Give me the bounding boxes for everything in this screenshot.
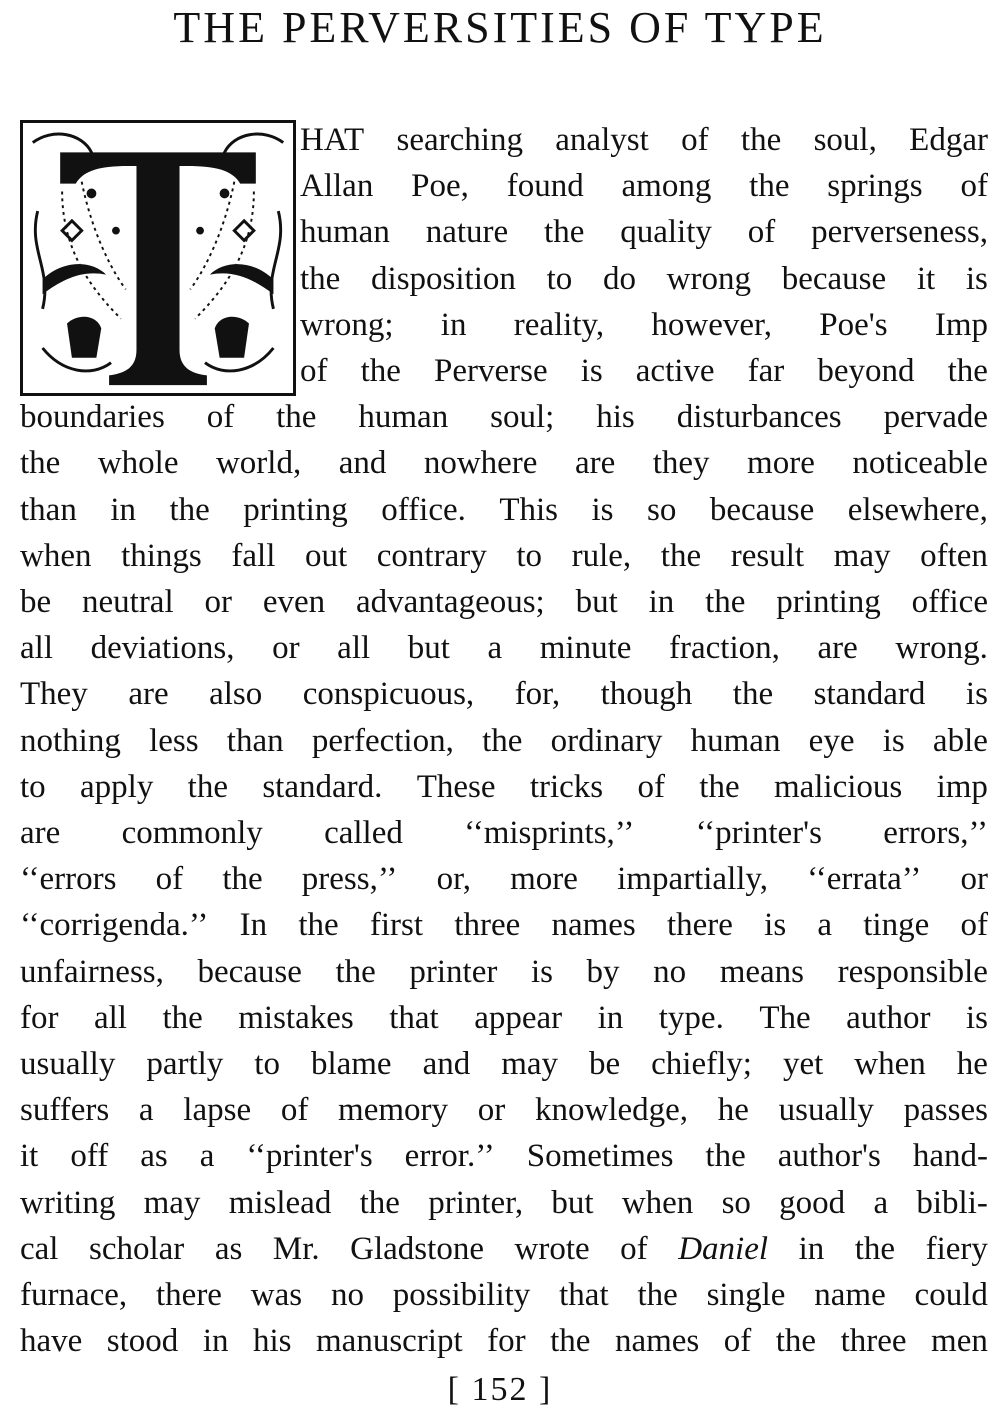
- text-line: have stood in his manuscript for the names of the three men: [20, 1323, 988, 1360]
- text-line: unfairness, because the printer is by no means responsible: [20, 953, 988, 990]
- text-line: nothing less than perfection, the ordinary human eye is able: [20, 722, 988, 759]
- text-line: be neutral or even advantageous; but in the printing office: [20, 584, 988, 620]
- text-line: writing may mislead the printer, but when so good a bibli-: [20, 1184, 988, 1221]
- text-line: the disposition to do wrong because it is: [300, 260, 988, 297]
- text-line: They are also conspicuous, for, though the standard is: [20, 676, 988, 713]
- text-line: it off as a ‘‘printer's error.’’ Sometimes the author's hand-: [20, 1138, 988, 1175]
- text-line: ‘‘errors of the press,’’ or, more impartially, ‘‘errata’’ or: [20, 861, 988, 898]
- text-line: of the Perverse is active far beyond the: [300, 353, 988, 389]
- text-line: when things fall out contrary to rule, the result may often: [20, 537, 988, 574]
- text-line: cal scholar as Mr. Gladstone wrote of Daniel in the fiery: [20, 1230, 988, 1267]
- text-line: wrong; in reality, however, Poe's Imp: [300, 306, 988, 343]
- text-line: the whole world, and nowhere are they more noticeable: [20, 445, 988, 482]
- text-line: than in the printing office. This is so because elsewhere,: [20, 491, 988, 528]
- text-line: to apply the standard. These tricks of the malicious imp: [20, 768, 988, 805]
- text-line: for all the mistakes that appear in type. The author is: [20, 999, 988, 1036]
- page-title: THE PERVERSITIES OF TYPE: [173, 3, 827, 52]
- text-line: furnace, there was no possibility that the single name could: [20, 1277, 988, 1313]
- text-line: all deviations, or all but a minute fraction, are wrong.: [20, 630, 988, 667]
- text-line: are commonly called ‘‘misprints,’’ ‘‘printer's errors,’’: [20, 815, 988, 851]
- text-line: HAT searching analyst of the soul, Edgar: [300, 122, 988, 158]
- text-line: boundaries of the human soul; his disturbances pervade: [20, 399, 988, 436]
- drop-cap-ornament: [20, 120, 296, 396]
- text-line: ‘‘corrigenda.’’ In the first three names there is a tinge of: [20, 907, 988, 944]
- text-line: Allan Poe, found among the springs of: [300, 168, 988, 205]
- page-number: [ 152 ]: [447, 1371, 553, 1408]
- text-line: suffers a lapse of memory or knowledge, he usually passes: [20, 1092, 988, 1129]
- text-line: usually partly to blame and may be chiefly; yet when he: [20, 1046, 988, 1082]
- text-line: human nature the quality of perverseness,: [300, 214, 988, 251]
- ornamental-initial-icon: [23, 123, 293, 393]
